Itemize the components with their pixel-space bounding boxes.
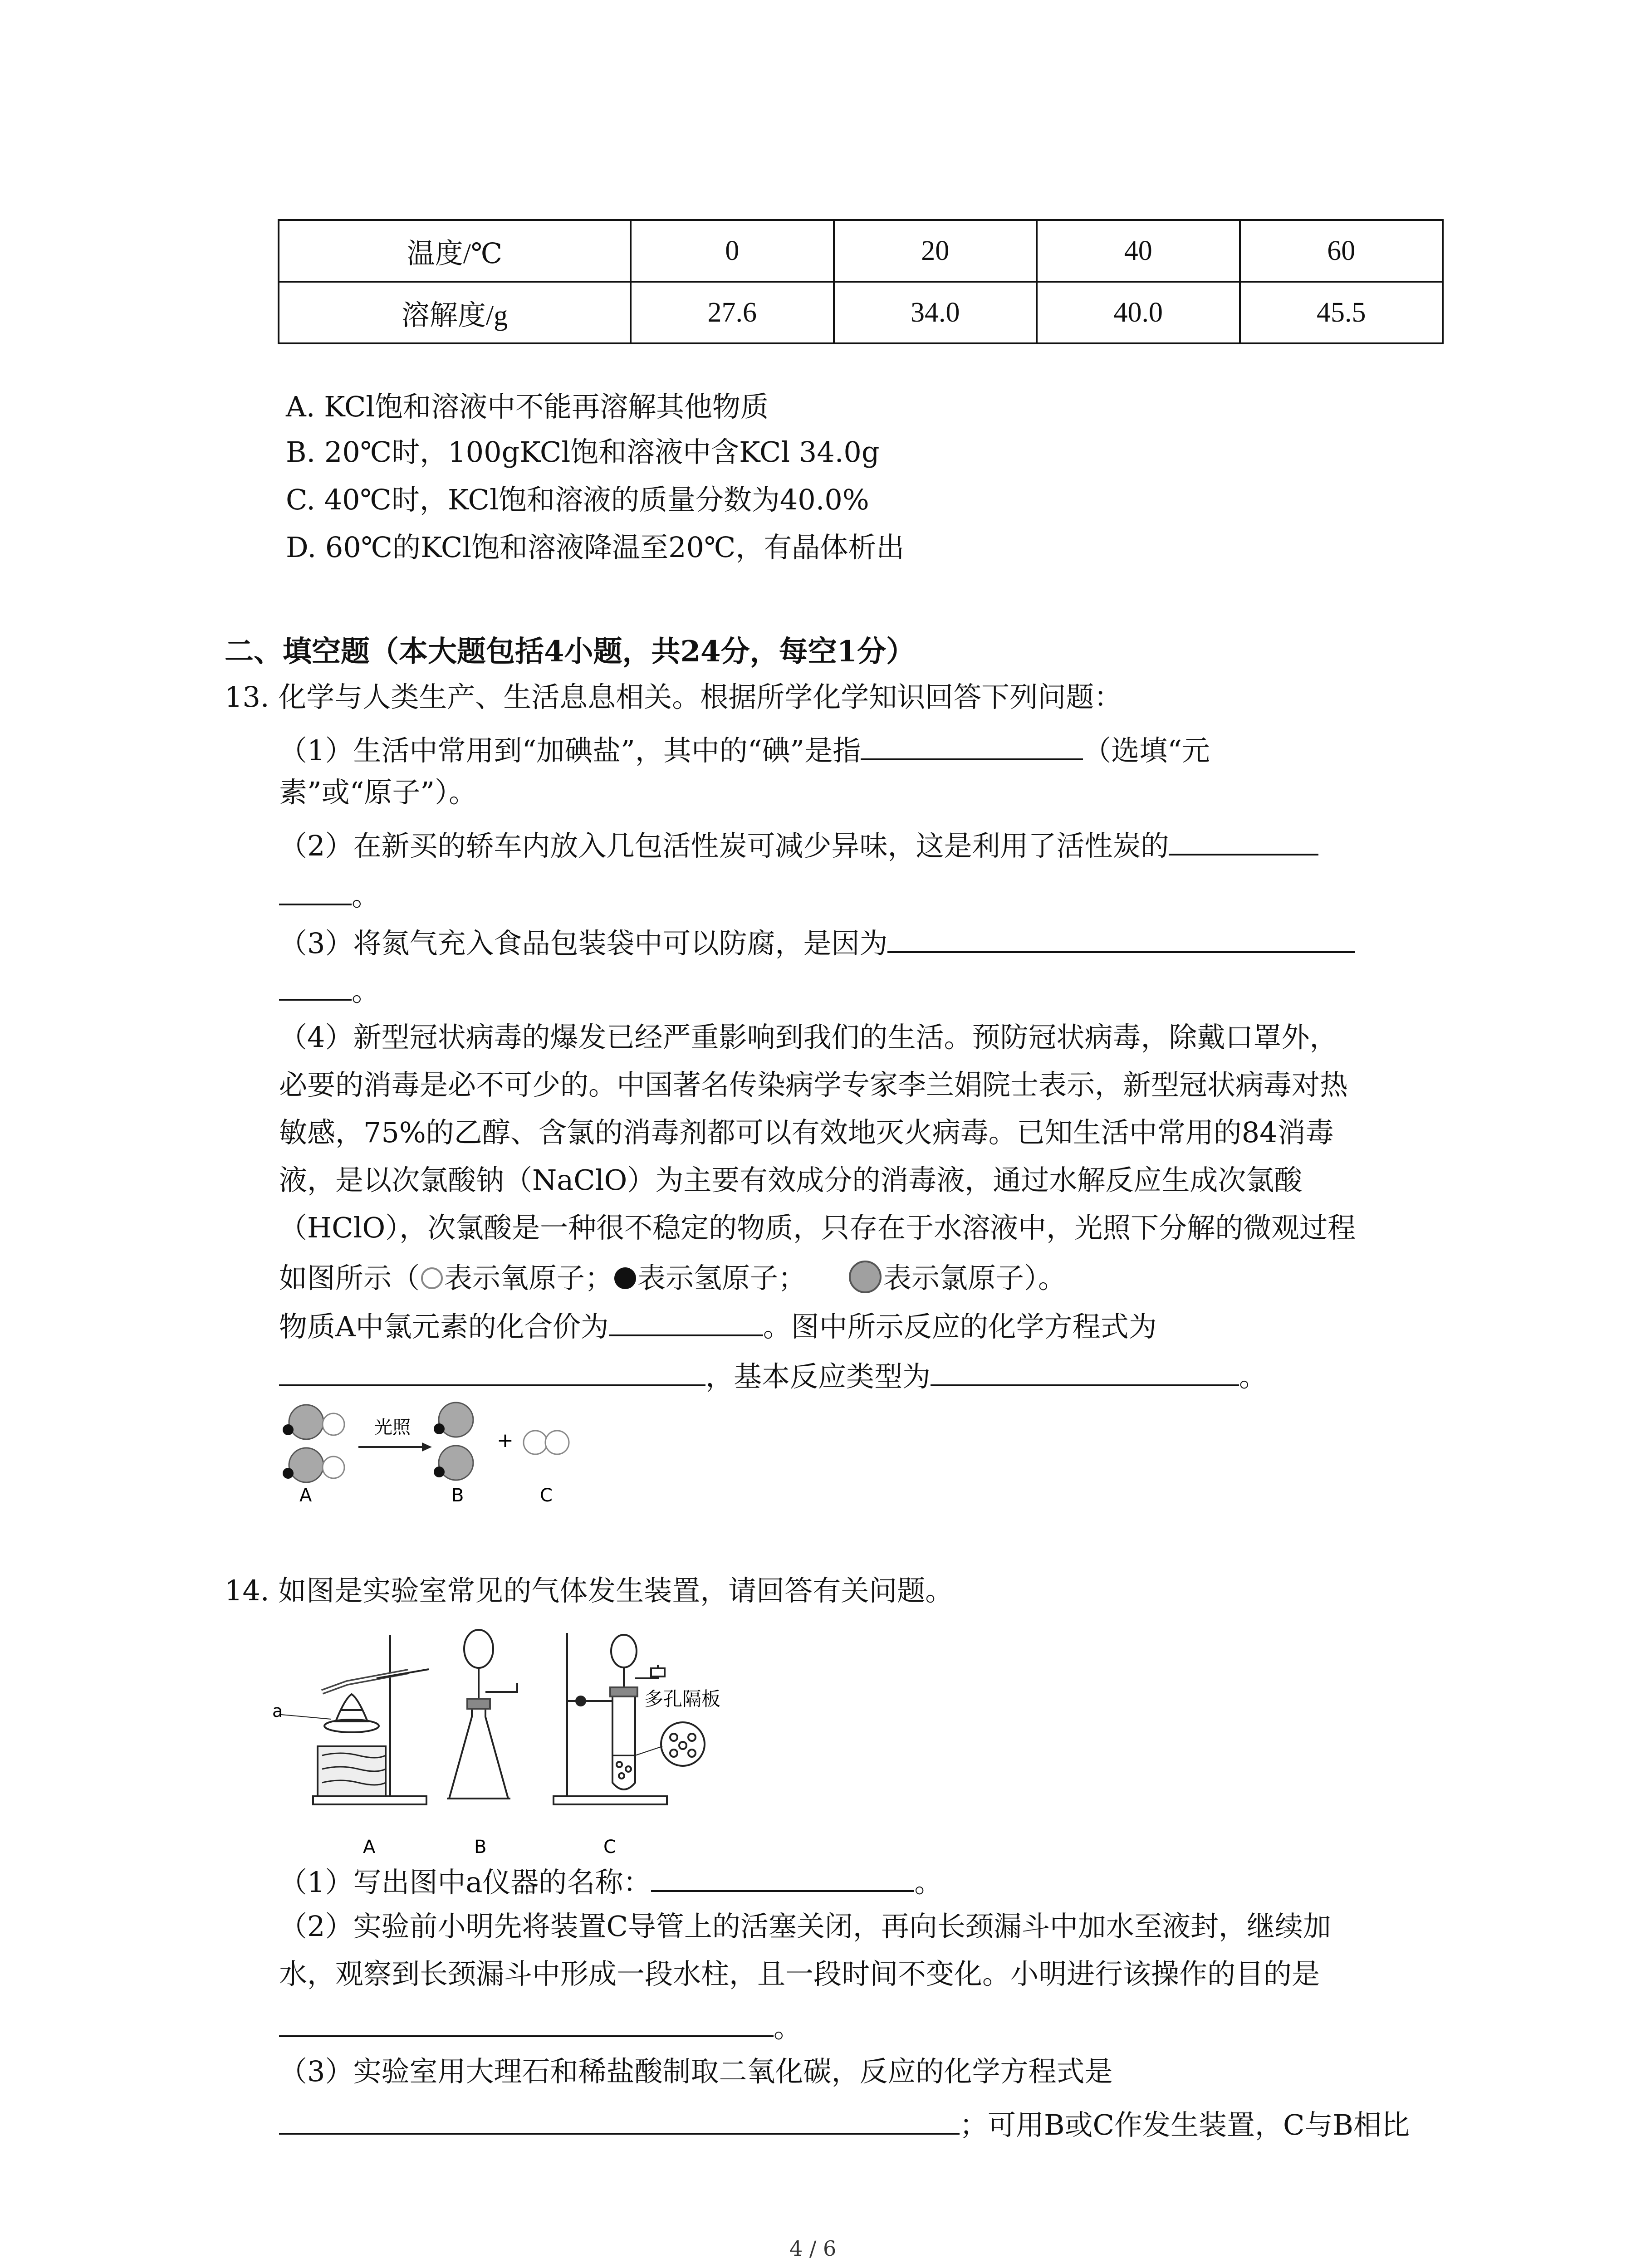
q13-text: ，基本反应类型为: [705, 1360, 931, 1393]
q14-text: ；可用B或C作发生装置，C与B相比: [960, 2108, 1410, 2141]
arrow-label: 光照: [374, 1417, 411, 1438]
section-title: 二、填空题（本大题包括4小题，共24分，每空1分）: [225, 635, 916, 669]
atom-legend: [279, 1259, 1066, 1295]
punctuation: 。: [352, 974, 380, 1007]
q13-part1: [279, 730, 1210, 767]
label-porous-plate: 多孔隔板: [644, 1688, 721, 1710]
answer-blank[interactable]: [609, 1306, 763, 1336]
q14-part2-line: 水，观察到长颈漏斗中形成一段水柱，且一段时间不变化。小明进行该操作的目的是: [279, 1957, 1320, 1990]
label-b: B: [451, 1485, 464, 1506]
molecule-b: [434, 1403, 473, 1480]
q13-part2: [279, 826, 1318, 863]
reaction-diagram: [272, 1397, 635, 1506]
q13-part1-cont: 素”或“原子”）。: [279, 776, 477, 809]
q13-part4-line: （4）新型冠状病毒的爆发已经严重影响到我们的生活。预防冠状病毒，除戴口罩外，: [279, 1021, 1338, 1054]
page-number: 4 / 6: [789, 2236, 837, 2261]
answer-blank[interactable]: [279, 1356, 705, 1386]
legend-text: 如图所示（: [279, 1261, 420, 1295]
legend-text: 表示氧原子；: [444, 1261, 613, 1295]
label-c: C: [603, 1837, 616, 1857]
q14-part1: [279, 1862, 942, 1899]
q13-part4-line: 液，是以次氯酸钠（NaClO）为主要有效成分的消毒液，通过水解反应生成次氯酸: [279, 1163, 1303, 1197]
table-row-header: 温度/℃: [279, 220, 631, 282]
q13-part3-cont: [279, 971, 380, 1008]
molecule-c: [524, 1431, 569, 1454]
answer-blank[interactable]: [279, 875, 352, 905]
q13-part4-line: 敏感，75%的乙醇、含氯的消毒剂都可以有效地灭火病毒。已知生活中常用的84消毒: [279, 1116, 1334, 1149]
apparatus-a: [281, 1635, 429, 1804]
chlorine-atom-icon: [847, 1259, 883, 1295]
q13-part1-text-b: （选填“元: [1083, 734, 1210, 767]
label-b: B: [474, 1837, 487, 1857]
table-row: [279, 282, 1443, 343]
molecule-a: [283, 1405, 344, 1482]
table-cell: 34.0: [834, 282, 1037, 343]
punctuation: 。: [352, 879, 380, 912]
answer-blank[interactable]: [887, 923, 1355, 953]
apparatus-b: [447, 1630, 517, 1799]
question-13-stem: 13. 化学与人类生产、生活息息相关。根据所学化学知识回答下列问题：: [225, 680, 1122, 714]
answer-blank[interactable]: [279, 2105, 960, 2135]
answer-blank[interactable]: [279, 971, 352, 1001]
option-c: C. 40℃时，KCl饱和溶液的质量分数为40.0%: [286, 483, 869, 516]
apparatus-figure: [272, 1624, 771, 1864]
apparatus-c: [554, 1633, 705, 1804]
punctuation: 。: [774, 2011, 802, 2044]
q13-part4-line: 必要的消毒是必不可少的。中国著名传染病学专家李兰娟院士表示，新型冠状病毒对热: [279, 1068, 1348, 1101]
plus-sign: +: [497, 1429, 514, 1452]
q13-part1-text: （1）生活中常用到“加碘盐”，其中的“碘”是指: [279, 734, 861, 767]
oxygen-atom-icon: [420, 1266, 444, 1290]
hydrogen-atom-icon: [613, 1266, 637, 1290]
q13-part2-text: （2）在新买的轿车内放入几包活性炭可减少异味，这是利用了活性炭的: [279, 829, 1169, 862]
q13-text: 。图中所示反应的化学方程式为: [763, 1310, 1157, 1343]
q13-part2-cont: [279, 875, 380, 913]
answer-blank[interactable]: [651, 1862, 914, 1892]
legend-text: 表示氢原子；: [637, 1261, 807, 1295]
table-cell: 27.6: [631, 282, 834, 343]
legend-text: 表示氯原子）。: [883, 1261, 1067, 1295]
label-a: A: [299, 1485, 312, 1506]
option-a: A. KCl饱和溶液中不能再溶解其他物质: [286, 390, 769, 423]
q13-part4-question2: [279, 1356, 1267, 1393]
question-14-stem: 14. 如图是实验室常见的气体发生装置，请回答有关问题。: [225, 1574, 954, 1607]
q14-part3: （3）实验室用大理石和稀盐酸制取二氧化碳，反应的化学方程式是: [279, 2055, 1113, 2088]
answer-blank[interactable]: [279, 2007, 774, 2037]
q13-part3: [279, 923, 1355, 960]
table-row-header: 溶解度/g: [279, 282, 631, 343]
q13-text: 物质A中氯元素的化合价为: [279, 1310, 609, 1343]
punctuation: 。: [914, 1866, 943, 1899]
q13-part4-line: （HClO），次氯酸是一种很不稳定的物质，只存在于水溶液中，光照下分解的微观过程: [279, 1211, 1356, 1244]
punctuation: 。: [1239, 1360, 1268, 1393]
solubility-table: [278, 219, 1444, 344]
label-instrument-a: a: [272, 1701, 283, 1721]
answer-blank[interactable]: [861, 730, 1083, 760]
table-cell: 40: [1037, 220, 1240, 282]
reaction-arrow-head: [422, 1442, 432, 1452]
q13-part3-text: （3）将氮气充入食品包装袋中可以防腐，是因为: [279, 927, 888, 960]
table-cell: 40.0: [1037, 282, 1240, 343]
answer-blank[interactable]: [1169, 826, 1318, 855]
option-d: D. 60℃的KCl饱和溶液降温至20℃，有晶体析出: [286, 531, 905, 564]
q13-part4-question1: [279, 1306, 1157, 1344]
option-b: B. 20℃时，100gKCl饱和溶液中含KCl 34.0g: [286, 435, 880, 469]
label-a: A: [363, 1837, 376, 1857]
table-row: [279, 220, 1443, 282]
q14-text: （1）写出图中a仪器的名称：: [279, 1866, 652, 1899]
q14-part2-line: （2）实验前小明先将装置C导管上的活塞关闭，再向长颈漏斗中加水至液封，继续加: [279, 1910, 1331, 1943]
table-cell: 60: [1240, 220, 1443, 282]
q14-part3-cont: [279, 2105, 1410, 2142]
label-c: C: [540, 1485, 553, 1506]
table-cell: 0: [631, 220, 834, 282]
table-cell: 45.5: [1240, 282, 1443, 343]
q14-part2-answer: [279, 2007, 802, 2044]
answer-blank[interactable]: [931, 1356, 1239, 1386]
table-cell: 20: [834, 220, 1037, 282]
